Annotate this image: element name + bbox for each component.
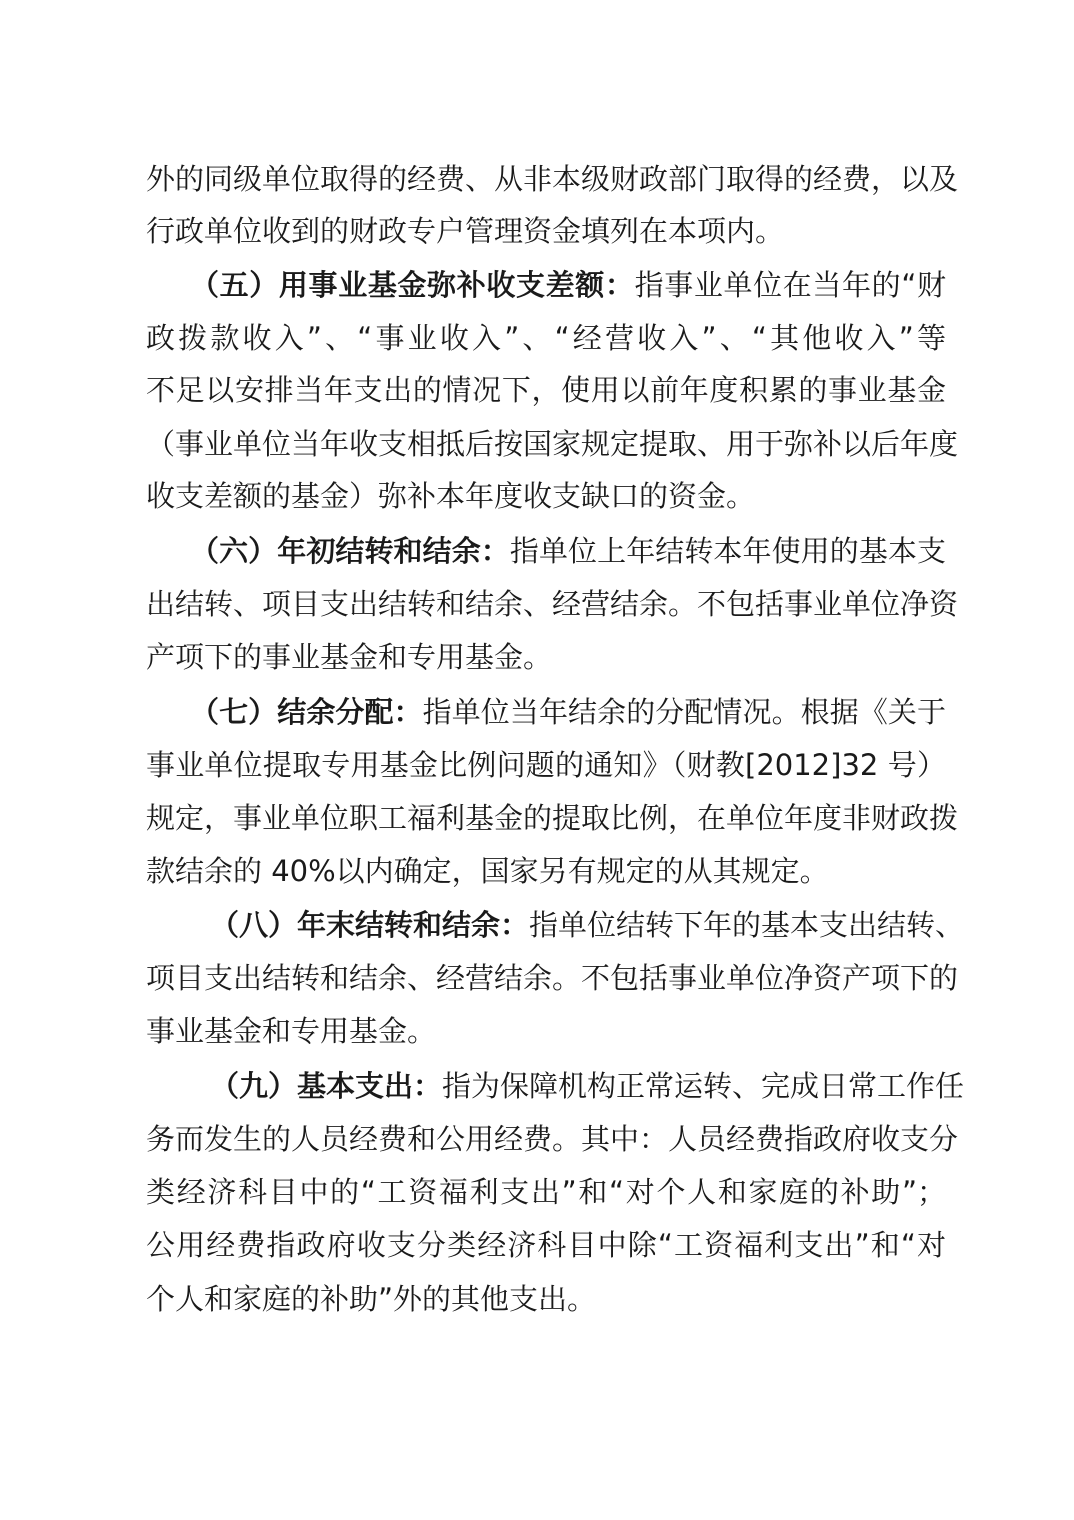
body-text-line: （事业单位当年收支相抵后按国家规定提取、用于弥补以后年度 bbox=[146, 427, 959, 461]
body-text-line: 公用经费指政府收支分类经济科目中除“工资福利支出”和“对 bbox=[146, 1228, 946, 1262]
body-text-line: 项目支出结转和结余、经营结余。不包括事业单位净资产项下的 bbox=[146, 961, 959, 995]
paragraph-first-line bbox=[210, 901, 965, 949]
body-text-line: 款结余的 40%以内确定，国家另有规定的从其规定。 bbox=[146, 854, 829, 888]
section-heading: （九）基本支出： bbox=[210, 1069, 443, 1103]
section-heading: （八）年末结转和结余： bbox=[210, 908, 530, 942]
body-text-line: 不足以安排当年支出的情况下，使用以前年度积累的事业基金 bbox=[146, 373, 946, 407]
body-text-line: 规定，事业单位职工福利基金的提取比例，在单位年度非财政拨 bbox=[146, 801, 959, 835]
body-text: 指为保障机构正常运转、完成日常工作任 bbox=[442, 1069, 965, 1103]
body-text-line: 务而发生的人员经费和公用经费。其中：人员经费指政府收支分 bbox=[146, 1122, 959, 1156]
body-text: 指单位上年结转本年使用的基本支 bbox=[509, 534, 946, 568]
body-text-line: 产项下的事业基金和专用基金。 bbox=[146, 640, 553, 674]
body-text: 指事业单位在当年的“财 bbox=[634, 268, 946, 302]
paragraph-first-line bbox=[190, 261, 946, 309]
body-text-line: 收支差额的基金）弥补本年度收支缺口的资金。 bbox=[146, 479, 756, 513]
body-text-line: 类经济科目中的“工资福利支出”和“对个人和家庭的补助”； bbox=[146, 1175, 946, 1209]
section-heading: （五）用事业基金弥补收支差额： bbox=[190, 268, 635, 302]
body-text-line: 个人和家庭的补助”外的其他支出。 bbox=[146, 1282, 597, 1316]
body-text-line: 事业基金和专用基金。 bbox=[146, 1014, 437, 1048]
section-heading: （七）结余分配： bbox=[190, 695, 423, 729]
paragraph-first-line bbox=[190, 527, 946, 575]
body-text-line: 行政单位收到的财政专户管理资金填列在本项内。 bbox=[146, 214, 785, 248]
body-text: 指单位当年结余的分配情况。根据《关于 bbox=[422, 695, 946, 729]
body-text-line: 事业单位提取专用基金比例问题的通知》（财教[2012]32 号） bbox=[146, 748, 946, 782]
paragraph-first-line bbox=[210, 1062, 965, 1110]
body-text-line: 出结转、项目支出结转和结余、经营结余。不包括事业单位净资 bbox=[146, 587, 959, 621]
body-text-line: 政拨款收入”、“事业收入”、“经营收入”、“其他收入”等 bbox=[146, 321, 946, 355]
paragraph-first-line bbox=[190, 688, 946, 736]
body-text: 指单位结转下年的基本支出结转、 bbox=[529, 908, 965, 942]
body-text-line: 外的同级单位取得的经费、从非本级财政部门取得的经费，以及 bbox=[146, 162, 959, 196]
section-heading: （六）年初结转和结余： bbox=[190, 534, 510, 568]
